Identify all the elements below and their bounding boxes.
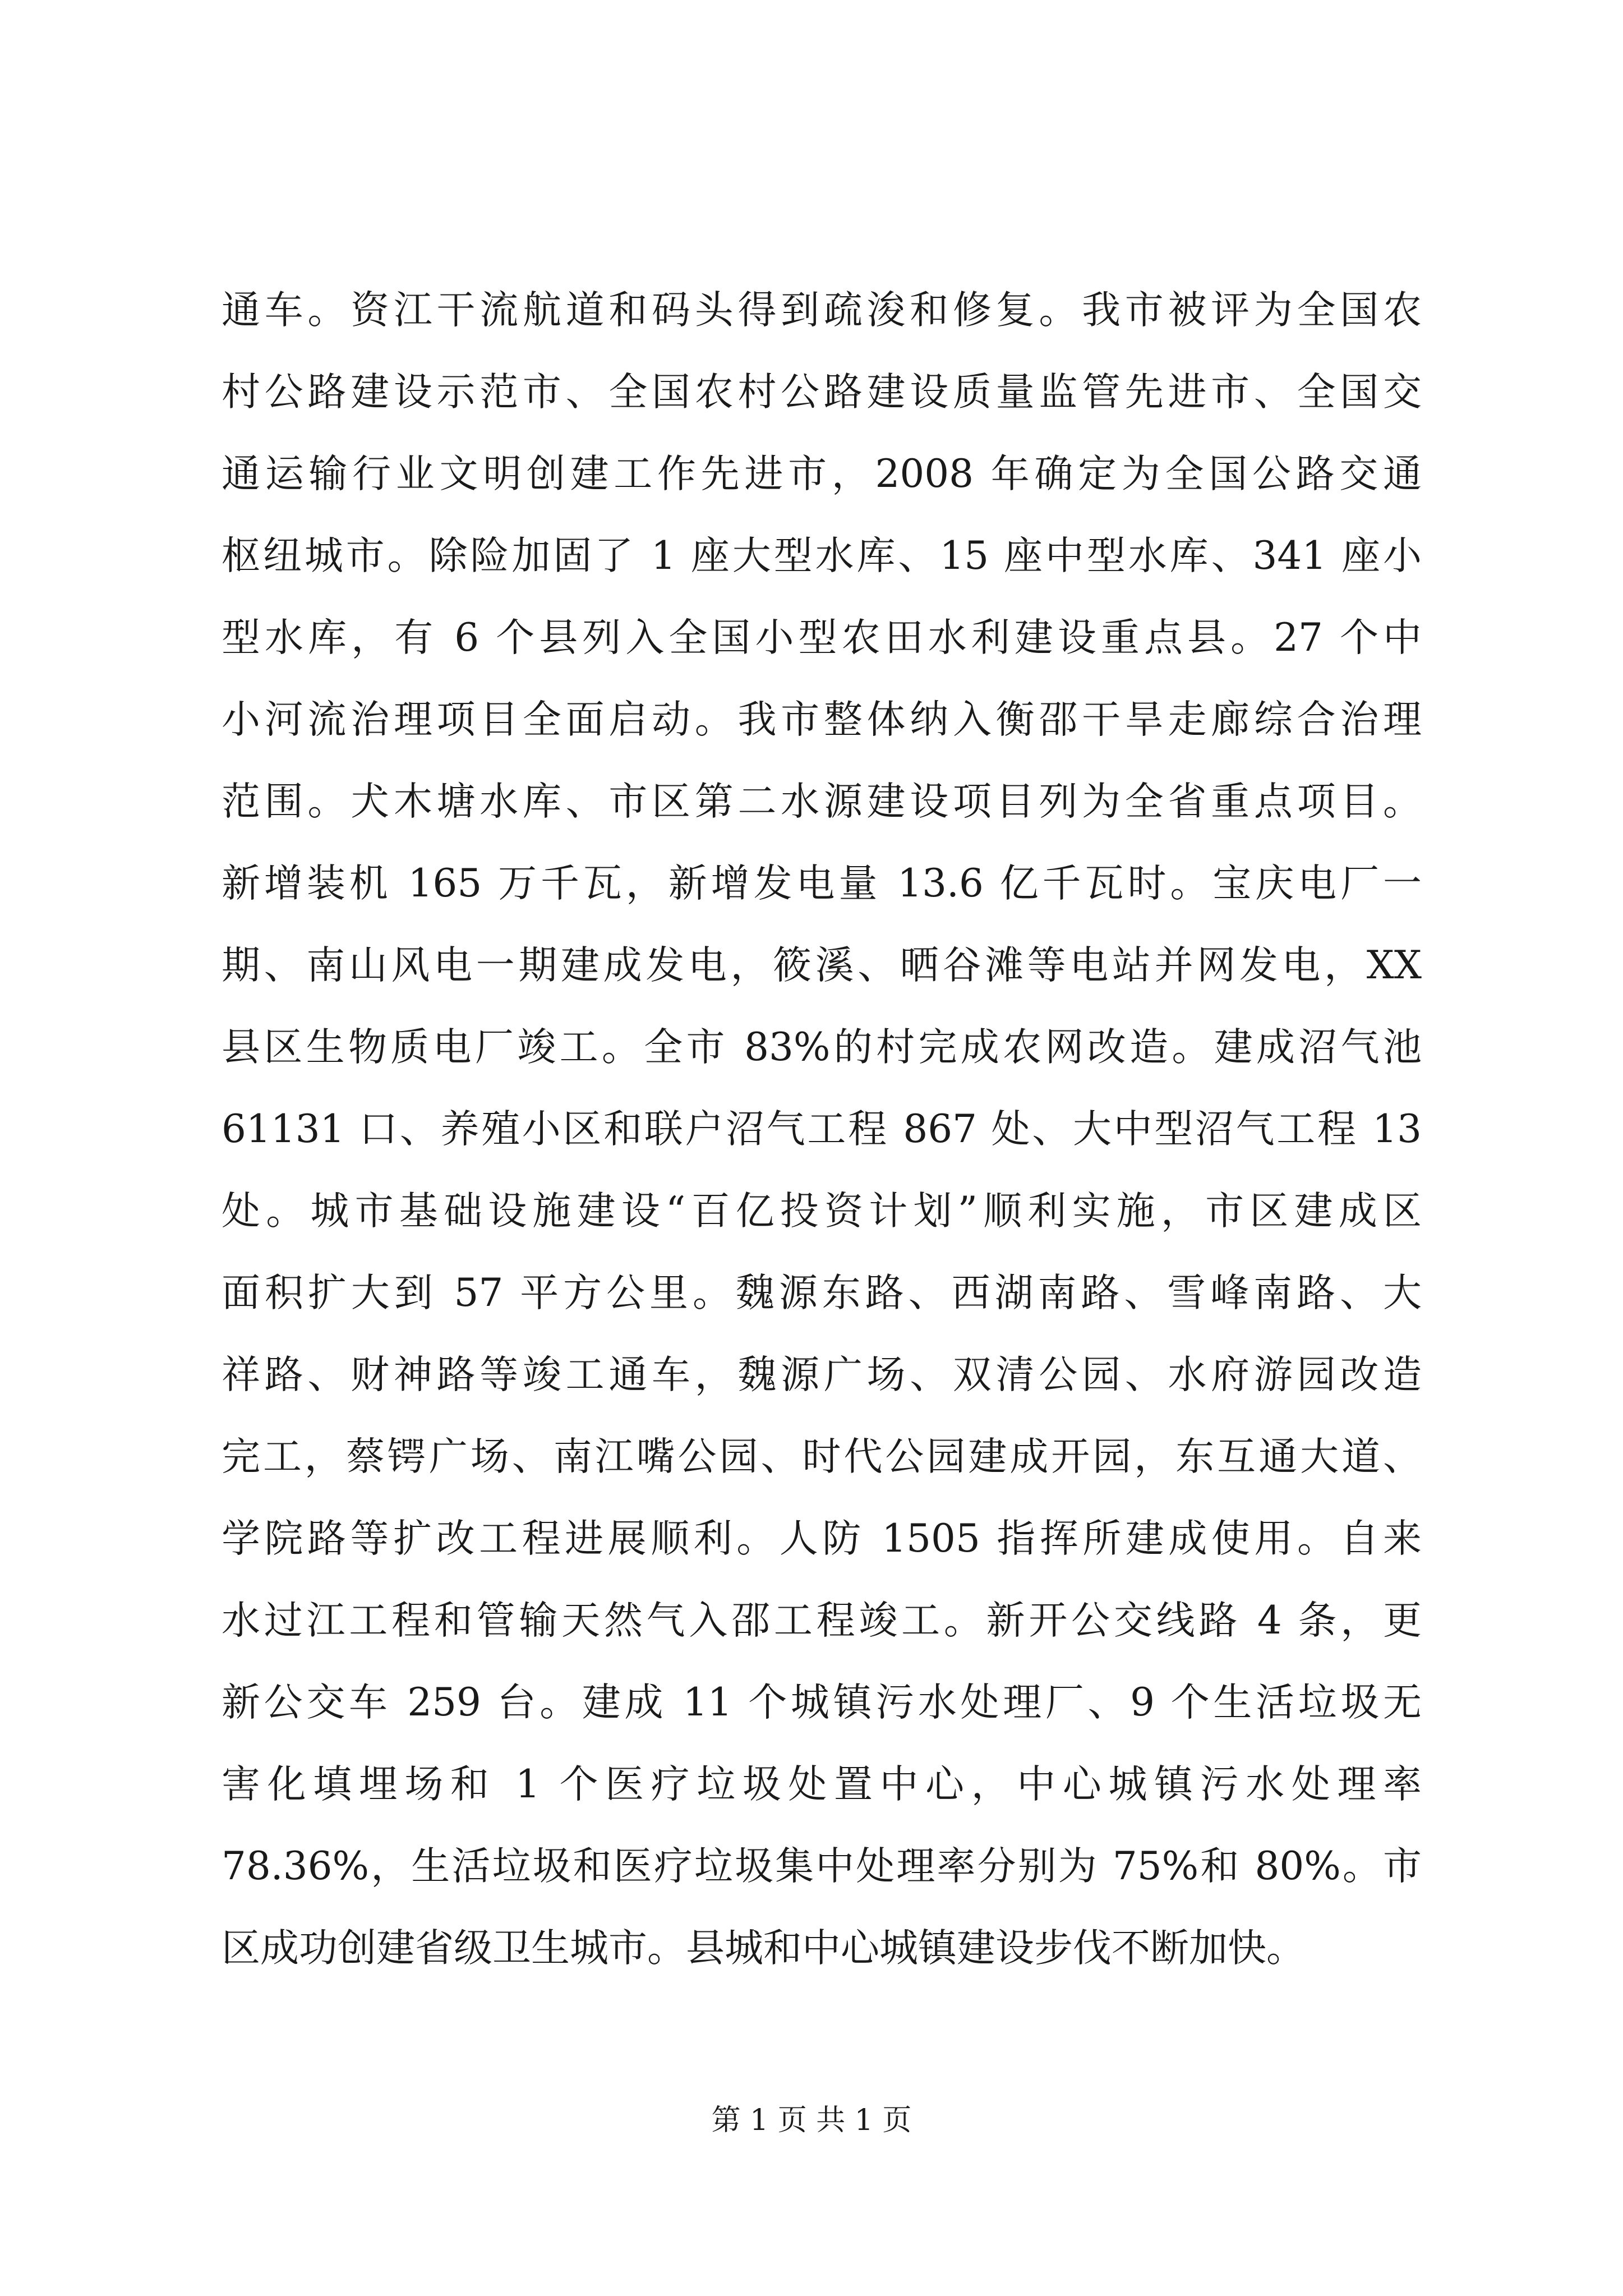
text-line: 新公交车 259 台。建成 11 个城镇污水处理厂、9 个生活垃圾无 [222,1680,1422,1725]
text-line: 通运输行业文明创建工作先进市，2008 年确定为全国公路交通 [222,452,1422,496]
text-line: 型水库，有 6 个县列入全国小型农田水利建设重点县。27 个中 [222,615,1422,660]
text-line: 枢纽城市。除险加固了 1 座大型水库、15 座中型水库、341 座小 [222,533,1422,578]
text-line: 小河流治理项目全面启动。我市整体纳入衡邵干旱走廊综合治理 [222,697,1422,742]
document-body [222,269,1422,1989]
text-line: 完工，蔡锷广场、南江嘴公园、时代公园建成开园，东互通大道、 [222,1434,1422,1479]
text-line: 县区生物质电厂竣工。全市 83%的村完成农网改造。建成沼气池 [222,1025,1422,1070]
text-line: 祥路、财神路等竣工通车，魏源广场、双清公园、水府游园改造 [222,1352,1422,1397]
text-line: 面积扩大到 57 平方公里。魏源东路、西湖南路、雪峰南路、大 [222,1271,1422,1315]
text-line: 害化填埋场和 1 个医疗垃圾处置中心，中心城镇污水处理率 [222,1762,1422,1807]
text-line: 学院路等扩改工程进展顺利。人防 1505 指挥所建成使用。自来 [222,1516,1422,1561]
text-line: 范围。犬木塘水库、市区第二水源建设项目列为全省重点项目。 [222,779,1422,824]
page-number-label: 第 1 页 共 1 页 [711,2104,912,2137]
page-footer [0,2101,1623,2140]
text-line: 新增装机 165 万千瓦，新增发电量 13.6 亿千瓦时。宝庆电厂一 [222,861,1422,906]
text-line: 61131 口、养殖小区和联户沼气工程 867 处、大中型沼气工程 13 [222,1107,1422,1152]
text-line: 区成功创建省级卫生城市。县城和中心城镇建设步伐不断加快。 [222,1926,1305,1971]
text-line: 78.36%，生活垃圾和医疗垃圾集中处理率分别为 75%和 80%。市 [222,1844,1422,1889]
text-line: 村公路建设示范市、全国农村公路建设质量监管先进市、全国交 [222,370,1422,415]
text-line: 水过江工程和管输天然气入邵工程竣工。新开公交线路 4 条，更 [222,1598,1422,1643]
text-line: 期、南山风电一期建成发电，筱溪、晒谷滩等电站并网发电，XX [222,943,1422,988]
text-line: 通车。资江干流航道和码头得到疏浚和修复。我市被评为全国农 [222,288,1422,333]
text-line: 处。城市基础设施建设“百亿投资计划”顺利实施，市区建成区 [222,1189,1422,1234]
